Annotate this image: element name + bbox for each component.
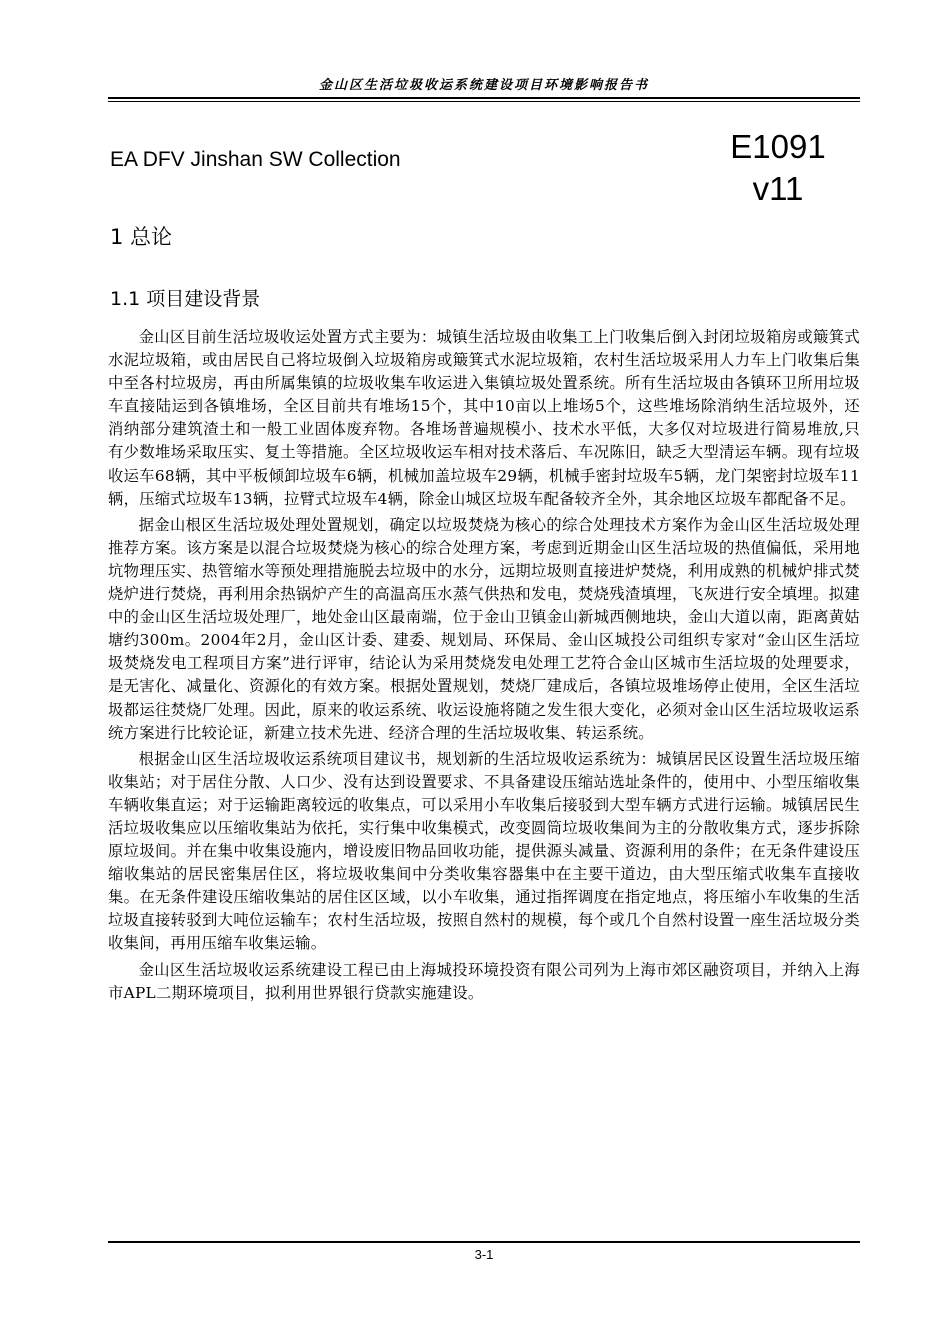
document-id-version: v11 bbox=[752, 170, 804, 207]
paragraph: 金山区生活垃圾收运系统建设工程已由上海城投环境投资有限公司列为上海市郊区融资项目，并纳入上海市APL二期环境项目，拟利用世界银行贷款实施建设。 bbox=[108, 960, 860, 1002]
header-rule-thin bbox=[108, 101, 860, 102]
running-header: 金山区生活垃圾收运系统建设项目环境影响报告书 bbox=[318, 78, 649, 93]
footer-rule bbox=[108, 1241, 860, 1243]
page-number: 3-1 bbox=[474, 1247, 494, 1262]
paragraph: 金山区目前生活垃圾收运处置方式主要为：城镇生活垃圾由收集工上门收集后倒入封闭垃圾箱房或簸箕式水泥垃圾箱，或由居民自己将垃圾倒入垃圾箱房或簸箕式水泥垃圾箱，农村生活垃圾采用人力车上门收集后集中至各村垃圾房，再由所属集镇的垃圾收集车收运进入集镇垃圾处置系统。所有生活垃圾由各镇环卫所用垃圾车直接陆运到各镇堆场，全区目前共有堆场15个，其中10亩以上堆场5个，这些堆场除消纳生活垃圾外，还消纳部分建筑渣土和一般工业固体废弃物。各堆场普遍规模小、技术水平低，大多仅对垃圾进行简易堆放,只有少数堆场采取压实、复土等措施。全区垃圾收运车相对技术落后、车况陈旧，缺乏大型清运车辆。现有垃圾收运车68辆，其中平板倾卸垃圾车6辆，机械加盖垃圾车29辆，机械手密封垃圾车5辆，龙门架密封垃圾车11辆，压缩式垃圾车13辆，拉臂式垃圾车4辆，除金山城区垃圾车配备较齐全外，其余地区垃圾车都配备不足。 bbox=[108, 328, 860, 508]
paragraph: 据金山根区生活垃圾处理处置规划，确定以垃圾焚烧为核心的综合处理技术方案作为金山区生活垃圾处理推荐方案。该方案是以混合垃圾焚烧为核心的综合处理方案，考虑到近期金山区生活垃圾的热值偏低，采用地坑物理压实、热管缩水等预处理措施脱去垃圾中的水分，远期垃圾则直接进炉焚烧，利用成熟的机械炉排式焚烧炉进行焚烧，再利用余热锅炉产生的高温高压水蒸气供热和发电，焚烧残渣填埋，飞灰进行安全填埋。拟建中的金山区生活垃圾处理厂，地处金山区最南端，位于金山卫镇金山新城西侧地块，金山大道以南，距离黄姑塘约300m。2004年2月，金山区计委、建委、规划局、环保局、金山区城投公司组织专家对“金山区生活垃圾焚烧发电工程项目方案”进行评审，结论认为采用焚烧发电处理工艺符合金山区城市生活垃圾的处理要求，是无害化、减量化、资源化的有效方案。根据处置规划，焚烧厂建成后，各镇垃圾堆场停止使用，全区生活垃圾都运往焚烧厂处理。因此，原来的收运系统、收运设施将随之发生很大变化，必须对金山区生活垃圾收运系统方案进行比较论证，新建立技术先进、经济合理的生活垃圾收集、转运系统。 bbox=[108, 515, 860, 742]
document-id bbox=[700, 126, 856, 210]
document-reference: EA DFV Jinshan SW Collection bbox=[110, 148, 401, 171]
body-text bbox=[108, 326, 860, 1008]
document-id-number: E1091 bbox=[730, 128, 826, 165]
header-rule bbox=[108, 97, 860, 99]
paragraph: 根据金山区生活垃圾收运系统项目建议书，规划新的生活垃圾收运系统为：城镇居民区设置生活垃圾压缩收集站；对于居住分散、人口少、没有达到设置要求、不具备建设压缩站选址条件的，使用中、小型压缩收集车辆收集直运；对于运输距离较远的收集点，可以采用小车收集后接驳到大型车辆方式进行运输。城镇居民生活垃圾收集应以压缩收集站为依托，实行集中收集模式，改变圆筒垃圾收集间为主的分散收集方式，逐步拆除原垃圾间。并在集中收集设施内，增设废旧物品回收功能，提供源头减量、资源利用的条件；在无条件建设压缩收集站的居民密集居住区，将垃圾收集间中分类收集容器集中在主要干道边，由大型压缩式收集车直接收集。在无条件建设压缩收集站的居住区区域，以小车收集，通过指挥调度在指定地点，将压缩小车收集的生活垃圾直接转驳到大吨位运输车；农村生活垃圾，按照自然村的规模，每个或几个自然村设置一座生活垃圾分类收集间，再用压缩车收集运输。 bbox=[108, 749, 860, 953]
subsection-heading: 1.1 项目建设背景 bbox=[110, 288, 261, 310]
section-heading: 1 总论 bbox=[110, 225, 173, 249]
